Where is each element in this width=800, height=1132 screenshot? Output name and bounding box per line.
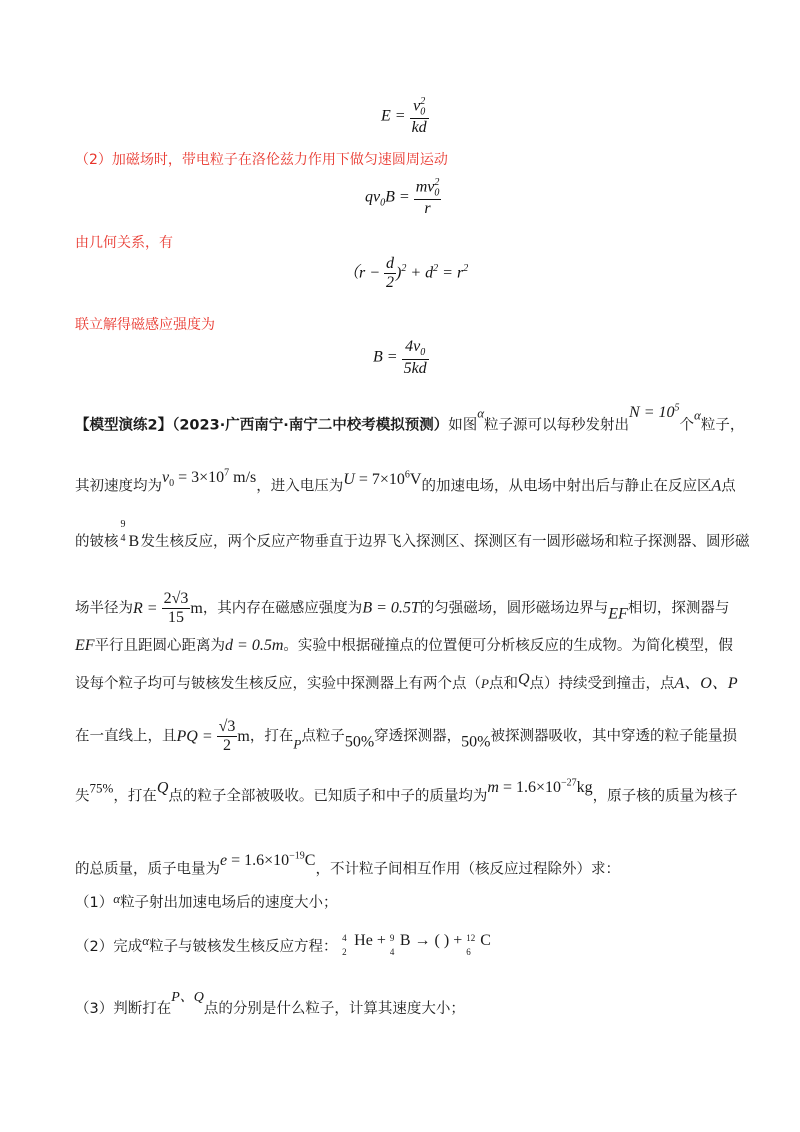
problem-line-4: 场半径为R = $\frac{2√3}{15}$ m，其内存在磁感应强度为B = 0.5T的匀强磁场，圆形磁场边界与EF相切，探测器与	[75, 590, 730, 627]
problem-line-7: 在一直线上，且PQ = $\frac{√3}{2}$ m，打在P点粒子50%穿透探测器，50%被探测器吸收，其中穿透的粒子能量损	[75, 718, 737, 755]
problem-line-1: 【模型演练2】（2023·广西南宁·南宁二中校考模拟预测）如图$^\alpha$粒子源可以每秒发射出$N = 10^5$个$^\alpha$粒子，	[75, 403, 745, 434]
problem-line-5: EF平行且距圆心距离为d = 0.5m。实验中根据碰撞点的位置便可分析核反应的生成物。为简化模型，假	[75, 637, 733, 654]
question-1: $(1)^\alpha$粒子射出加速电场后的速度大小；	[75, 891, 338, 911]
equation-e-field: E = $\frac{v_0^2}{kd}$	[381, 96, 427, 137]
solution-step-2: （2）加磁场时，带电粒子在洛伦兹力作用下做匀速圆周运动	[75, 152, 448, 168]
equation-geometry: （r − $\frac{d}{2}$ )$^2 + d^2 = r^2$	[343, 255, 469, 292]
problem-title: 【模型演练2】（2023·广西南宁·南宁二中校考模拟预测）	[75, 417, 449, 434]
question-2: （2）完成$^\alpha$粒子与铍核发生核反应方程： 4 2 He + 9 4 B → ( ) + 12 6 C	[75, 932, 491, 957]
problem-line-8: 失75%，打在Q点的粒子全部被吸收。已知质子和中子的质量均为$m = 1.6\times 10^{-27}kg$，原子核的质量为核子	[75, 778, 738, 805]
equation-lorentz: $qv_0B$ = $\frac{mv_0^2}{r}$	[365, 177, 440, 218]
question-3: （3）判断打在P、Q点的分别是什么粒子，计算其速度大小；	[75, 990, 465, 1017]
solution-geometry: 由几何关系，有	[75, 235, 173, 251]
problem-line-6: 设每个粒子均可与铍核发生核反应，实验中探测器上有两个点（P点和Q点）持续受到撞击，点A、O、P	[75, 671, 738, 692]
problem-line-3: 的铍核 9 4 B发生核反应，两个反应产物垂直于边界飞入探测区、探测区有一圆形磁场和粒子探测器、圆形磁	[75, 519, 750, 550]
equation-b-field: B = $\frac{4v_0}{5kd}$	[373, 338, 427, 377]
nuclear-equation: 4 2 He + 9 4 B → ( ) + 12 6 C	[342, 932, 491, 957]
problem-line-2: 其初速度均为$v_0 = 3\times 10^7$ m/s，进入电压为$U = 7\times 10^6V$的加速电场，从电场中射出后与静止在反应区A点	[75, 468, 736, 495]
solution-combine: 联立解得磁感应强度为	[75, 317, 215, 333]
problem-line-9: 的总质量，质子电量为$e = 1.6\times 10^{-19}C$，不计粒子间相互作用（核反应过程除外）求：	[75, 851, 620, 878]
